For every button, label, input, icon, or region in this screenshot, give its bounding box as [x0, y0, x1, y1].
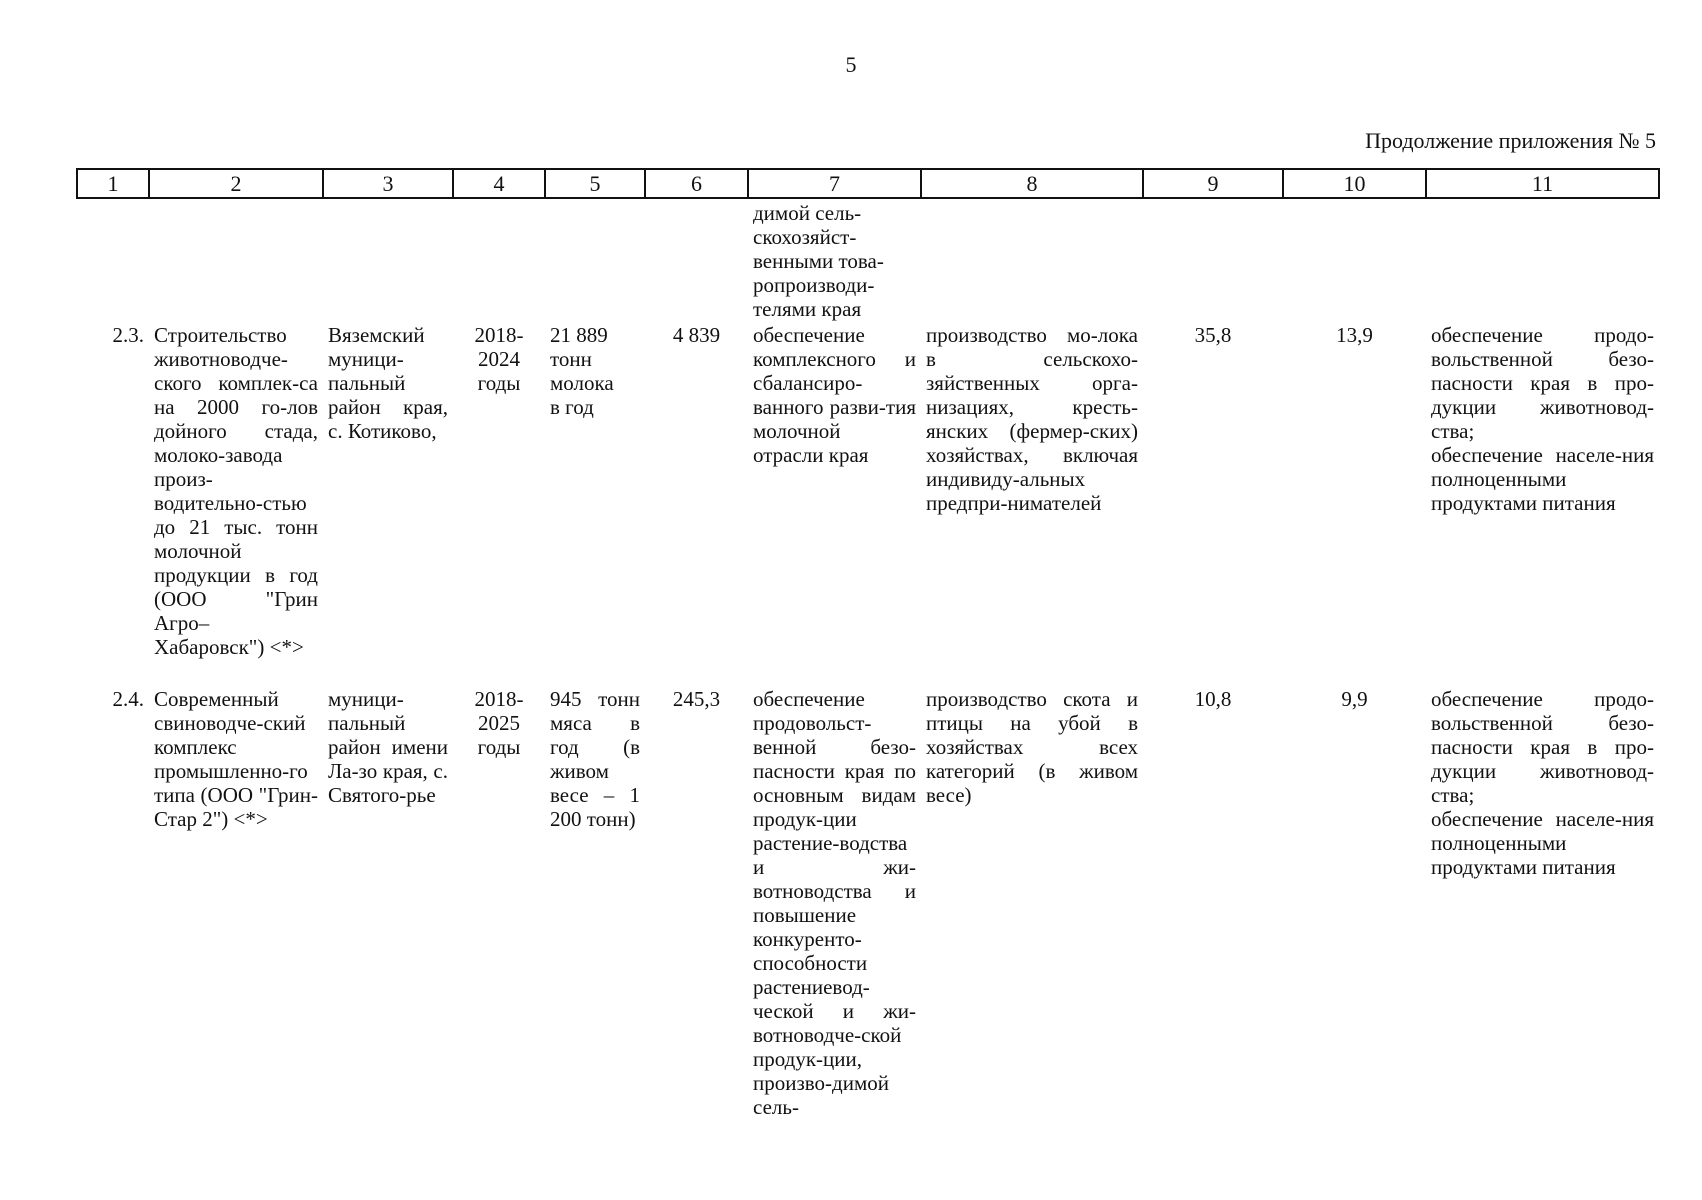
project-effect: обеспечение продо-вольственной безо-пасности края в про-дукции животновод-ства; обеспечение населе-ния полноценными продуктами питания [1431, 687, 1654, 879]
project-value-col10: 9,9 [1341, 687, 1368, 711]
row-number: 2.4. [112, 687, 144, 711]
project-value-col9: 35,8 [1194, 323, 1232, 347]
project-capacity: 21 889 тонн молока в год [550, 323, 614, 419]
table-row [77, 321, 1659, 659]
page-number: 5 [845, 52, 857, 77]
col-header-4: 4 [453, 169, 545, 198]
project-period: 2018- 2025 годы [474, 687, 524, 759]
project-name: Строительство животноводче-ского комплек-са на 2000 го-лов дойного стада, молоко-завода произ-водительно-стью до 21 тыс. тонн молочной продукции в год (ООО "Грин Агро–Хабаровск") <*> [154, 323, 318, 659]
project-capacity: 945 тонн мяса в год (в живом весе – 1 200 тонн) [550, 687, 640, 831]
col-header-5: 5 [545, 169, 645, 198]
continuation-row [77, 198, 1659, 321]
appendix-caption: Продолжение приложения № 5 [1365, 128, 1656, 153]
data-table [76, 168, 1660, 1119]
project-goal: обеспечение продовольст-венной безо-пасности края по основным видам продук-ции растение-водства и жи-вотноводства и повышение конкуренто-способности растениевод-ческой и жи-вотноводче-ской продук-ции, произво-димой сель- [753, 687, 916, 1119]
project-value-col6: 4 839 [672, 323, 721, 347]
col-header-7: 7 [748, 169, 921, 198]
project-value-col10: 13,9 [1336, 323, 1373, 347]
col-header-2: 2 [149, 169, 323, 198]
project-effect: обеспечение продо-вольственной безо-пасности края в про-дукции животновод-ства; обеспечение населе-ния полноценными продуктами питания [1431, 323, 1654, 515]
col-header-8: 8 [921, 169, 1143, 198]
col-header-10: 10 [1283, 169, 1426, 198]
col-header-6: 6 [645, 169, 748, 198]
continued-goal-text: димой сель- скохозяйст- венными това- ропроизводи- телями края [753, 201, 884, 321]
project-goal: обеспечение комплексного и сбалансиро-ванного разви-тия молочной отрасли края [753, 323, 916, 467]
project-indicator: производство скота и птицы на убой в хозяйствах всех категорий (в живом весе) [926, 687, 1138, 807]
col-header-11: 11 [1426, 169, 1659, 198]
col-header-1: 1 [77, 169, 149, 198]
col-header-3: 3 [323, 169, 453, 198]
project-location: муници-пальный район имени Ла-зо края, с. Святого-рье [328, 687, 448, 807]
project-name: Современный свиноводче-ский комплекс промышленно-го типа (ООО "Грин-Стар 2") <*> [154, 687, 318, 831]
project-value-col6: 245,3 [672, 687, 721, 711]
project-period: 2018- 2024 годы [474, 323, 524, 395]
project-location: Вяземский муници-пальный район края, с. Котиково, [328, 323, 448, 443]
row-number: 2.3. [112, 323, 144, 347]
project-value-col9: 10,8 [1194, 687, 1232, 711]
project-indicator: производство мо-лока в сельскохо-зяйственных орга-низациях, кресть-янских (фермер-ских) хозяйствах, включая индивиду-альных предпри-нимателей [926, 323, 1138, 515]
table-row [77, 659, 1659, 1119]
col-header-9: 9 [1143, 169, 1283, 198]
header-row [77, 169, 1659, 198]
